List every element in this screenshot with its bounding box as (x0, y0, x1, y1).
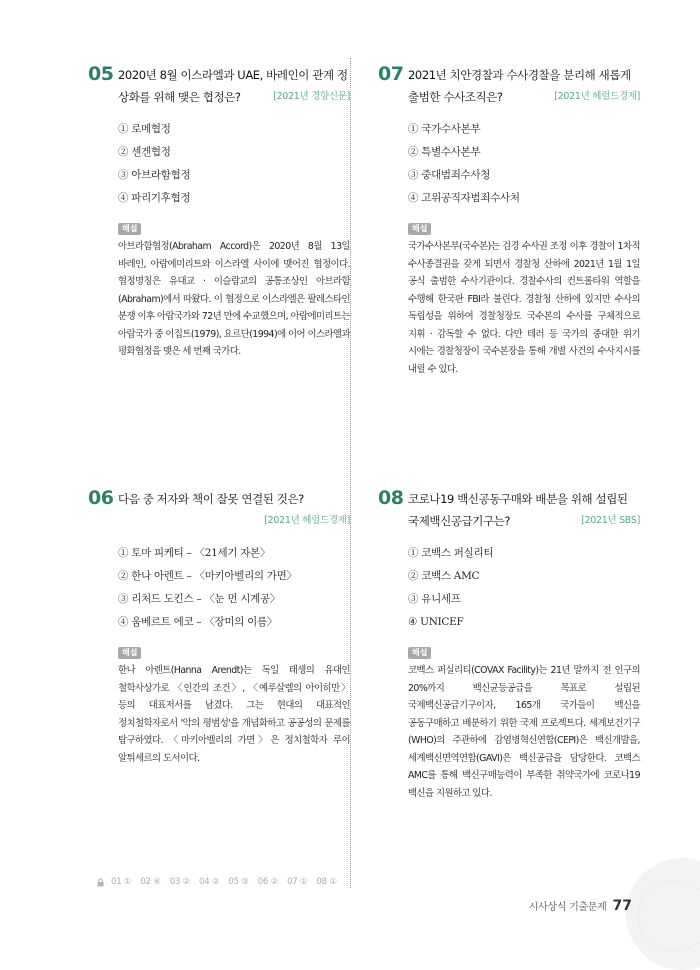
answer-item: 03 ② (169, 877, 191, 887)
question-text (408, 488, 640, 532)
explanation (408, 640, 640, 802)
question-stem: 코로나19 백신공동구매와 배분을 위해 설립된 국제백신공급기구는? (408, 492, 628, 528)
option-4: ④ UNICEF (408, 616, 464, 628)
question-number: 07 (378, 63, 404, 85)
explanation-tag: 해설 (408, 647, 431, 659)
option-4: ④ 움베르트 에코 – 〈장미의 이름〉 (118, 616, 278, 628)
answer-item: 07 ① (287, 877, 308, 887)
option-1: ① 토마 피케티 – 〈21세기 자본〉 (118, 547, 271, 559)
option-1: ① 코백스 퍼실리티 (408, 547, 494, 559)
answer-key (96, 877, 346, 887)
answer-item: 01 ① (111, 877, 132, 887)
option-2: ② 특별수사본부 (408, 146, 481, 158)
question-text (408, 64, 640, 108)
page-number: 77 (612, 898, 632, 914)
question-source: [2021년 경향신문] (273, 91, 350, 102)
lock-icon (96, 878, 105, 887)
answer-item: 05 ③ (228, 877, 249, 887)
option-4: ④ 파리기후협정 (118, 192, 191, 204)
explanation-text: 한나 아렌트(Hanna Arendt)는 독일 태생의 유대인 철학사상가로 〈인간의 조건〉, 〈예루살렘의 아이히만〉 등의 대표저서를 남겼다. 그는 현대의 대표적인 정치철학자로서 '악의 평범성'을 개념화하고 공공성의 문제를 탐구하였다. 〈마키아벨리의 가면〉은 정치철학자 루이 알튀세르의 도서이다. (118, 665, 350, 764)
question-text (118, 64, 350, 108)
option-3: ③ 중대범죄수사청 (408, 169, 491, 181)
option-list (378, 542, 640, 634)
option-2: ② 센겐협정 (118, 146, 171, 158)
explanation (118, 216, 350, 361)
question-stem: 2020년 8월 이스라엘과 UAE, 바레인이 관계 정상화를 위해 맺은 협정은? (118, 68, 348, 104)
option-3: ③ 유니세프 (408, 593, 461, 605)
answer-item: 06 ② (257, 877, 279, 887)
question-06 (88, 488, 350, 767)
explanation-text: 국가수사본부(국수본)는 검경 수사권 조정 이후 경찰이 1차적 수사종결권을 갖게 되면서 경찰청 산하에 2021년 1월 1일 공식 출범한 수사기관이다. 경찰수사의 컨트롤타워 역할을 수행해 한국판 FBI라 불린다. 경찰청 산하에 있지만 수사의 독립성을 위하여 경찰청장도 국수본의 수사를 구체적으로 지휘 · 감독할 수 없다. 다만 테러 등 국가의 중대한 위기 시에는 경찰청장이 국수본장을 통해 개별 사건의 수사지시를 내릴 수 있다. (408, 241, 640, 375)
question-text (118, 488, 350, 532)
option-2: ② 코백스 AMC (408, 570, 480, 582)
answer-item: 08 ① (316, 877, 337, 887)
option-list (378, 118, 640, 210)
option-4: ④ 고위공직자범죄수사처 (408, 192, 520, 204)
question-number: 06 (88, 487, 114, 509)
explanation-tag: 해설 (408, 223, 431, 235)
question-stem: 다음 중 저자와 책이 잘못 연결된 것은? (118, 492, 304, 506)
footer-decoration-ring (638, 880, 700, 952)
option-list (88, 118, 350, 210)
question-stem: 2021년 치안경찰과 수사경찰을 분리해 새롭게 출범한 수사조직은? (408, 68, 631, 104)
question-source: [2021년 헤럴드경제] (264, 515, 350, 526)
option-1: ① 국가수사본부 (408, 123, 481, 135)
explanation (118, 640, 350, 767)
question-source: [2021년 헤럴드경제] (554, 91, 640, 102)
question-05 (88, 64, 350, 361)
page-footer (529, 898, 632, 914)
question-07 (378, 64, 640, 378)
answer-item: 02 ④ (140, 877, 161, 887)
option-list (88, 542, 350, 634)
option-3: ③ 아브라함협정 (118, 169, 191, 181)
question-number: 05 (88, 63, 114, 85)
column-divider (350, 58, 351, 888)
footer-label: 시사상식 기출문제 (528, 902, 607, 913)
explanation (408, 216, 640, 378)
option-3: ③ 리처드 도킨스 – 〈눈 먼 시계공〉 (118, 593, 281, 605)
option-2: ② 한나 아렌트 – 〈마키아벨리의 가면〉 (118, 570, 297, 582)
explanation-text: 코백스 퍼실리티(COVAX Facility)는 21년 말까지 전 인구의 20%까지 백신균등공급을 목표로 설립된 국제백신공급기구이자, 165개 국가들이 백신을 공동구매하고 배분하기 위한 국제 프로젝트다. 세계보건기구(WHO)의 주관하에 감염병혁신연합(CEPI)은 백신개발을, 세계백신면역연합(GAVI)은 백신공급을 담당한다. 코백스 AMC를 통해 백신구매능력이 부족한 취약국가에 코로나19 백신을 지원하고 있다. (408, 665, 640, 799)
question-source: [2021년 SBS] (581, 515, 640, 526)
explanation-tag: 해설 (118, 223, 141, 235)
question-number: 08 (378, 487, 404, 509)
option-1: ① 로메협정 (118, 123, 171, 135)
explanation-text: 아브라함협정(Abraham Accord)은 2020년 8월 13일 바레인, 아랍에미리트와 이스라엘 사이에 맺어진 협정이다. 협정명칭은 유대교 · 이슬람교의 공통조상인 아브라함(Abraham)에서 따왔다. 이 협정으로 이스라엘은 팔레스타인 분쟁 이후 아랍국가와 72년 만에 수교했으며, 아랍에미리트는 아랍국가 중 이집트(1979), 요르단(1994)에 이어 이스라엘과 평화협정을 맺은 세 번째 국가다. (118, 241, 350, 357)
question-08 (378, 488, 640, 802)
answer-item: 04 ② (199, 877, 220, 887)
explanation-tag: 해설 (118, 647, 141, 659)
